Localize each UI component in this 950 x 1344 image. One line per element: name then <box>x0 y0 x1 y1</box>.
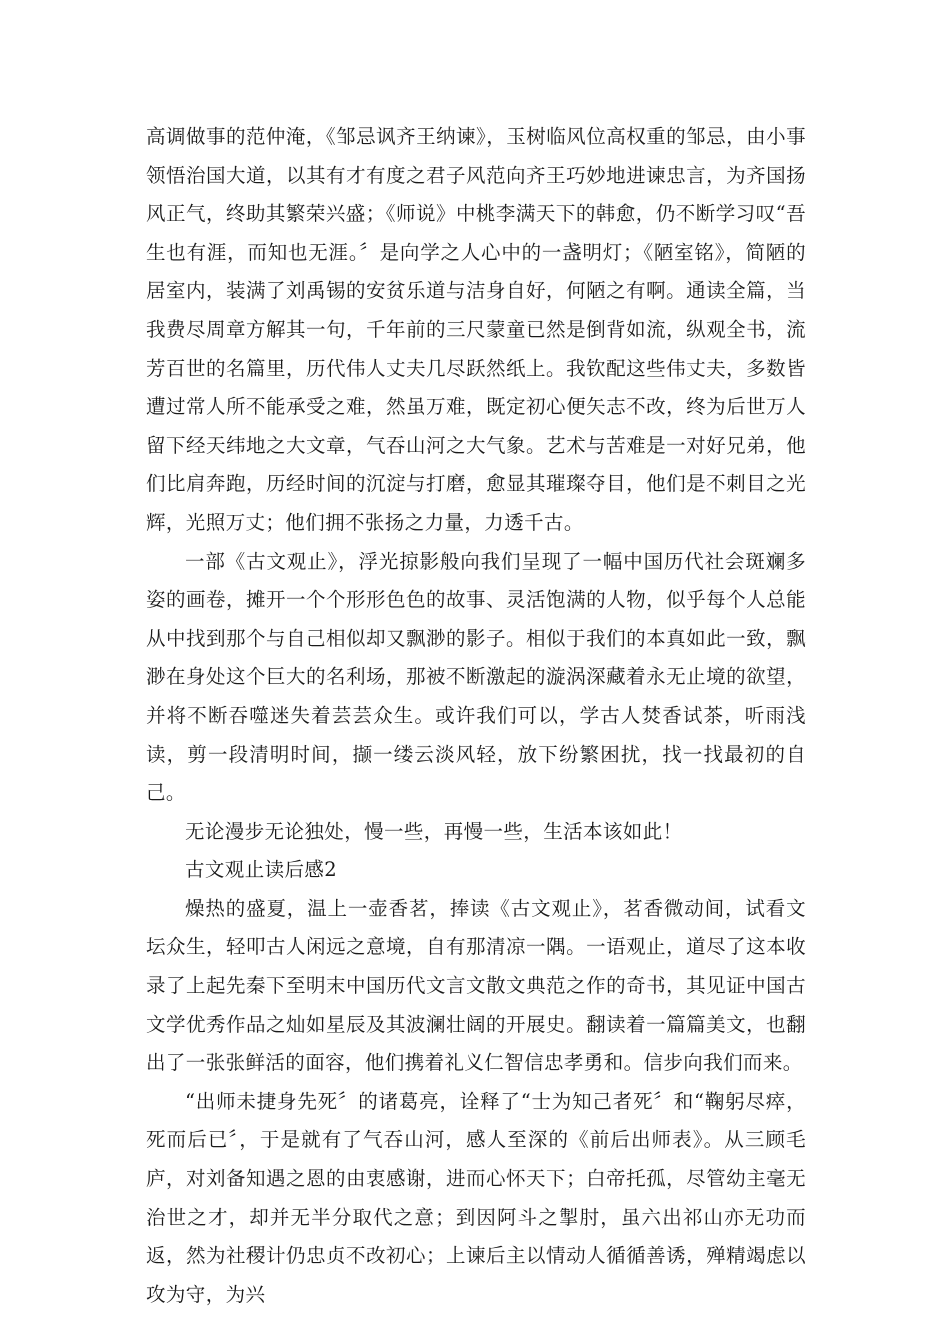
paragraph-3: 无论漫步无论独处，慢一些，再慢一些，生活本该如此！ <box>185 819 683 843</box>
section-heading: 古文观止读后感2 <box>185 858 338 882</box>
paragraph-5: “出师未捷身先死〞的诸葛亮，诠释了“士为知己者死〞和“鞠躬尽瘁，死而后已〞，于是就有了气吞山河，感人至深的《前后出师表》。从三顾毛庐，对刘备知遇之恩的由衷感谢，进而心怀天下；白帝托孤，尽管幼主毫无治世之才，却并无半分取代之意；到因阿斗之掣肘，虽六出祁山亦无功而返，然为社稷计仍忠贞不改初心；上谏后主以情动人循循善诱，殚精竭虑以攻为守，为兴 <box>146 1089 806 1306</box>
paragraph-2: 一部《古文观止》，浮光掠影般向我们呈现了一幅中国历代社会斑斓多姿的画卷，摊开一个个形形色色的故事、灵活饱满的人物，似乎每个人总能从中找到那个与自己相似却又飘渺的影子。相似于我们的本真如此一致，飘渺在身处这个巨大的名利场，那被不断激起的漩涡深藏着永无止境的欲望，并将不断吞噬迷失着芸芸众生。或许我们可以，学古人焚香试茶，听雨浅读，剪一段清明时间，撷一缕云淡风轻，放下纷繁困扰，找一找最初的自己。 <box>146 549 806 805</box>
paragraph-4: 燥热的盛夏，温上一壶香茗，捧读《古文观止》，茗香微动间，试看文坛众生，轻叩古人闲远之意境，自有那清凉一隅。一语观止，道尽了这本收录了上起先秦下至明末中国历代文言文散文典范之作的奇书，其见证中国古文学优秀作品之灿如星辰及其波澜壮阔的开展史。翻读着一篇篇美文，也翻出了一张张鲜活的面容，他们携着礼义仁智信忠孝勇和。信步向我们而来。 <box>146 896 806 1075</box>
paragraph-1: 高调做事的范仲淹，《邹忌讽齐王纳谏》，玉树临风位高权重的邹忌，由小事领悟治国大道，以其有才有度之君子风范向齐王巧妙地进谏忠言，为齐国扬风正气，终助其繁荣兴盛；《师说》中桃李满天下的韩愈，仍不断学习叹“吾生也有涯，而知也无涯。〞是向学之人心中的一盏明灯；《陋室铭》，简陋的居室内，装满了刘禹锡的安贫乐道与洁身自好，何陋之有啊。通读全篇，当我费尽周章方解其一句，千年前的三尺蒙童已然是倒背如流，纵观全书，流芳百世的名篇里，历代伟人丈夫几尽跃然纸上。我钦配这些伟丈夫，多数皆遭过常人所不能承受之难，然虽万难，既定初心便矢志不改，终为后世万人留下经天纬地之大文章，气吞山河之大气象。艺术与苦难是一对好兄弟，他们比肩奔跑，历经时间的沉淀与打磨，愈显其璀璨夺目，他们是不刺目之光辉，光照万丈；他们拥不张扬之力量，力透千古。 <box>146 125 806 534</box>
document-body <box>146 118 806 1314</box>
